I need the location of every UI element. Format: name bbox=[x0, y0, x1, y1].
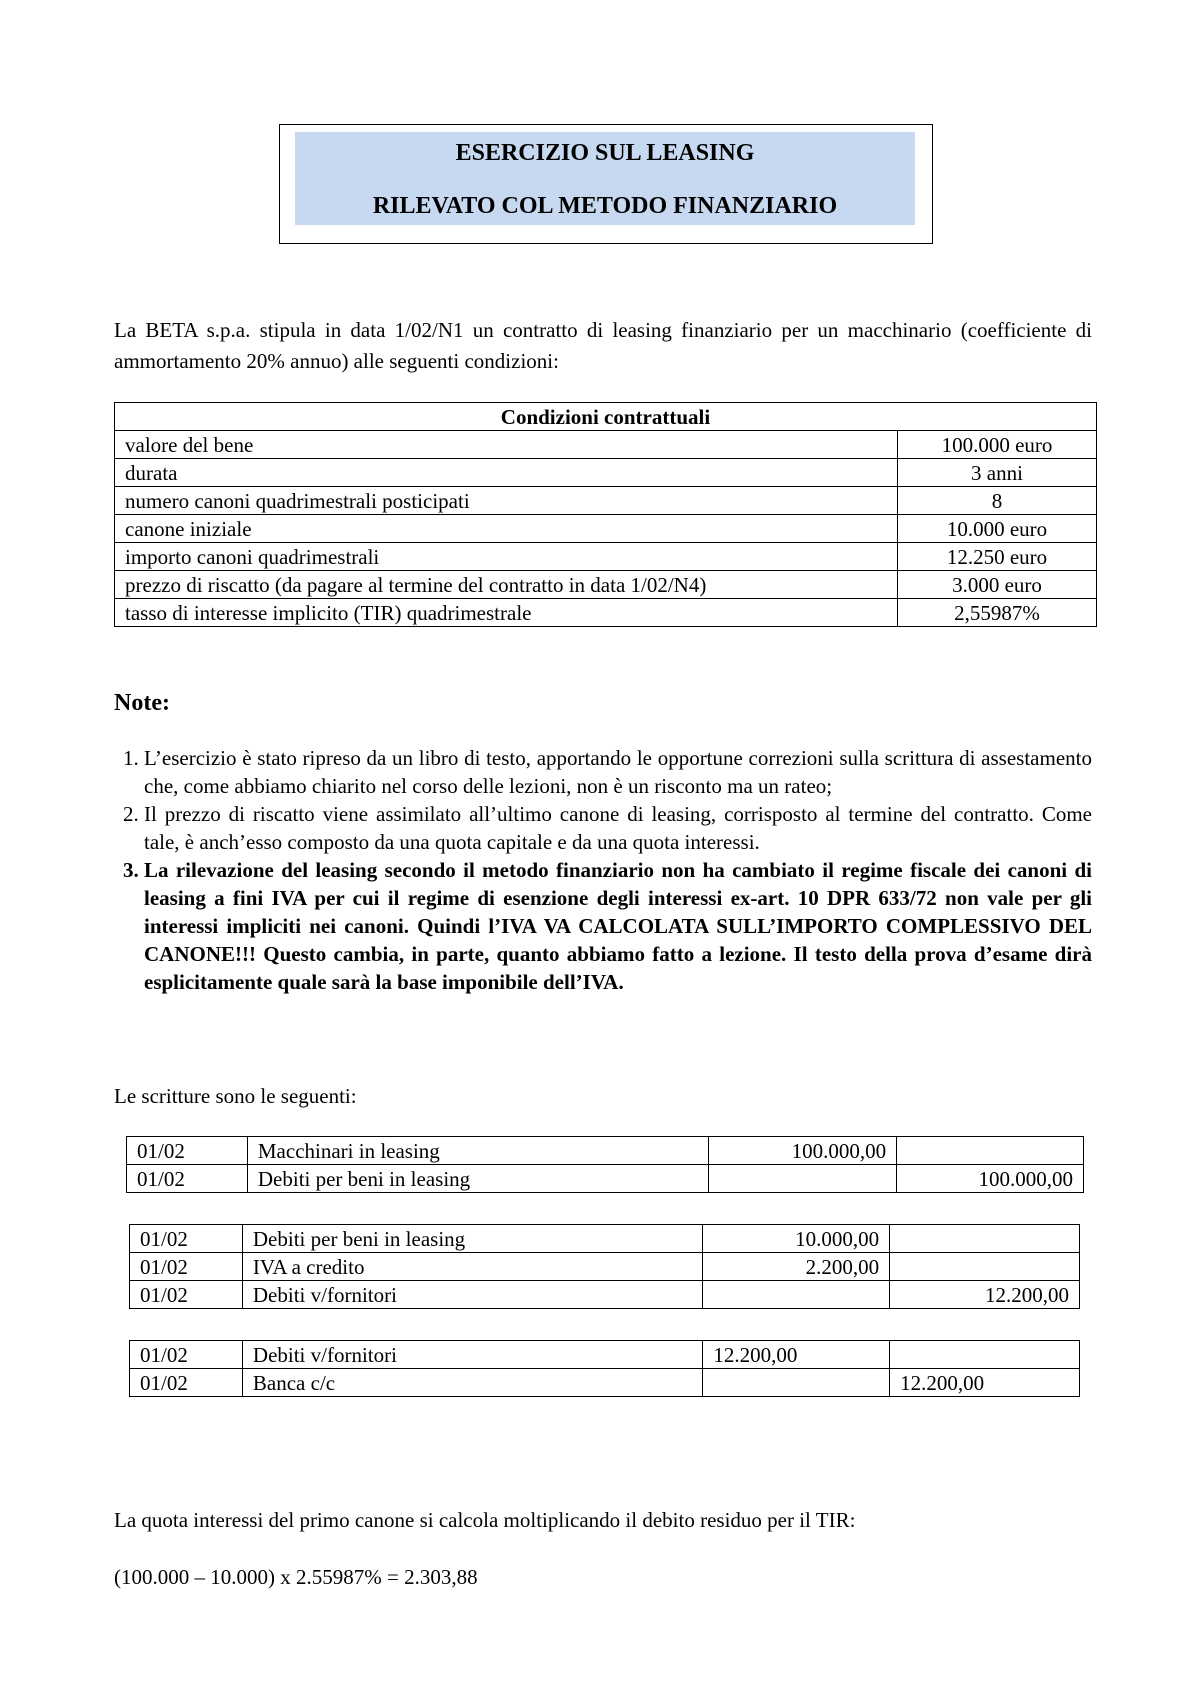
entry-account: Debiti v/fornitori bbox=[242, 1341, 702, 1369]
entry-credit: 12.200,00 bbox=[890, 1281, 1080, 1309]
table-row bbox=[130, 1281, 1080, 1309]
note-item: 2. Il prezzo di riscatto viene assimilato all’ultimo canone di leasing, corrisposto al termine del contratto. Come tale, è anch’esso composto da una quota capitale e da una quota interessi. bbox=[144, 800, 1092, 856]
entry-date: 01/02 bbox=[130, 1369, 243, 1397]
title-box bbox=[279, 124, 933, 244]
condition-label: tasso di interesse implicito (TIR) quadrimestrale bbox=[115, 599, 898, 627]
intro-paragraph: La BETA s.p.a. stipula in data 1/02/N1 un contratto di leasing finanziario per un macchinario (coefficiente di ammortamento 20% annuo) alle seguenti condizioni: bbox=[114, 318, 1092, 373]
entry-credit: 100.000,00 bbox=[897, 1165, 1084, 1193]
table-row bbox=[115, 487, 1097, 515]
entry-date: 01/02 bbox=[130, 1281, 243, 1309]
condition-value: 2,55987% bbox=[898, 599, 1097, 627]
journal-entry-3 bbox=[129, 1340, 1080, 1397]
entry-debit: 10.000,00 bbox=[703, 1225, 890, 1253]
table-row bbox=[115, 599, 1097, 627]
entry-debit bbox=[703, 1369, 890, 1397]
table-row bbox=[130, 1369, 1080, 1397]
notes-list bbox=[114, 744, 1092, 996]
table-row bbox=[115, 515, 1097, 543]
condition-label: numero canoni quadrimestrali posticipati bbox=[115, 487, 898, 515]
table-row bbox=[115, 543, 1097, 571]
condition-label: importo canoni quadrimestrali bbox=[115, 543, 898, 571]
condition-label: canone iniziale bbox=[115, 515, 898, 543]
entry-date: 01/02 bbox=[130, 1225, 243, 1253]
interest-paragraph: La quota interessi del primo canone si calcola moltiplicando il debito residuo per il TIR: bbox=[114, 1508, 856, 1532]
entry-account: Debiti per beni in leasing bbox=[247, 1165, 708, 1193]
condition-label: prezzo di riscatto (da pagare al termine del contratto in data 1/02/N4) bbox=[115, 571, 898, 599]
entry-debit: 12.200,00 bbox=[703, 1341, 890, 1369]
table-row bbox=[115, 431, 1097, 459]
table-row bbox=[130, 1341, 1080, 1369]
entry-account: IVA a credito bbox=[242, 1253, 702, 1281]
entry-credit bbox=[890, 1225, 1080, 1253]
table-row bbox=[127, 1137, 1084, 1165]
notes-heading: Note: bbox=[114, 690, 170, 716]
entry-account: Macchinari in leasing bbox=[247, 1137, 708, 1165]
entry-account: Debiti v/fornitori bbox=[242, 1281, 702, 1309]
interest-formula: (100.000 – 10.000) x 2.55987% = 2.303,88 bbox=[114, 1565, 478, 1589]
condition-value: 100.000 euro bbox=[898, 431, 1097, 459]
condition-value: 8 bbox=[898, 487, 1097, 515]
journal-entry-2 bbox=[129, 1224, 1080, 1309]
entry-debit bbox=[709, 1165, 897, 1193]
table-row bbox=[127, 1165, 1084, 1193]
entry-debit: 2.200,00 bbox=[703, 1253, 890, 1281]
title-banner bbox=[295, 132, 915, 225]
title-line-1: ESERCIZIO SUL LEASING bbox=[455, 140, 755, 166]
journal-entry-1 bbox=[126, 1136, 1084, 1193]
entry-account: Debiti per beni in leasing bbox=[242, 1225, 702, 1253]
condition-value: 3.000 euro bbox=[898, 571, 1097, 599]
table-row bbox=[115, 459, 1097, 487]
table-row bbox=[115, 571, 1097, 599]
entry-date: 01/02 bbox=[127, 1165, 248, 1193]
entry-credit bbox=[890, 1341, 1080, 1369]
conditions-header: Condizioni contrattuali bbox=[115, 403, 1097, 431]
entry-credit bbox=[890, 1253, 1080, 1281]
entries-intro: Le scritture sono le seguenti: bbox=[114, 1084, 357, 1108]
note-item-bold: 3. La rilevazione del leasing secondo il metodo finanziario non ha cambiato il regime fiscale dei canoni di leasing a fini IVA per cui il regime di esenzione degli interessi ex-art. 10 DPR 633/72 non vale per gli interessi impliciti nei canoni. Quindi l’IVA VA CALCOLATA SULL’IMPORTO COMPLESSIVO DEL CANONE!!! Questo cambia, in parte, quanto abbiamo fatto a lezione. Il testo della prova d’esame dirà esplicitamente quale sarà la base imponibile dell’IVA. bbox=[144, 856, 1092, 996]
entry-date: 01/02 bbox=[130, 1253, 243, 1281]
condition-value: 12.250 euro bbox=[898, 543, 1097, 571]
note-item: 1. L’esercizio è stato ripreso da un libro di testo, apportando le opportune correzioni sulla scrittura di assestamento che, come abbiamo chiarito nel corso delle lezioni, non è un risconto ma un rateo; bbox=[144, 744, 1092, 800]
entry-credit bbox=[897, 1137, 1084, 1165]
condition-label: durata bbox=[115, 459, 898, 487]
entry-date: 01/02 bbox=[127, 1137, 248, 1165]
entry-account: Banca c/c bbox=[242, 1369, 702, 1397]
conditions-table bbox=[114, 402, 1097, 627]
condition-value: 3 anni bbox=[898, 459, 1097, 487]
table-row bbox=[130, 1225, 1080, 1253]
entry-debit: 100.000,00 bbox=[709, 1137, 897, 1165]
entry-credit: 12.200,00 bbox=[890, 1369, 1080, 1397]
entry-date: 01/02 bbox=[130, 1341, 243, 1369]
condition-label: valore del bene bbox=[115, 431, 898, 459]
condition-value: 10.000 euro bbox=[898, 515, 1097, 543]
entry-debit bbox=[703, 1281, 890, 1309]
table-row bbox=[130, 1253, 1080, 1281]
title-line-2: RILEVATO COL METODO FINANZIARIO bbox=[372, 193, 838, 219]
